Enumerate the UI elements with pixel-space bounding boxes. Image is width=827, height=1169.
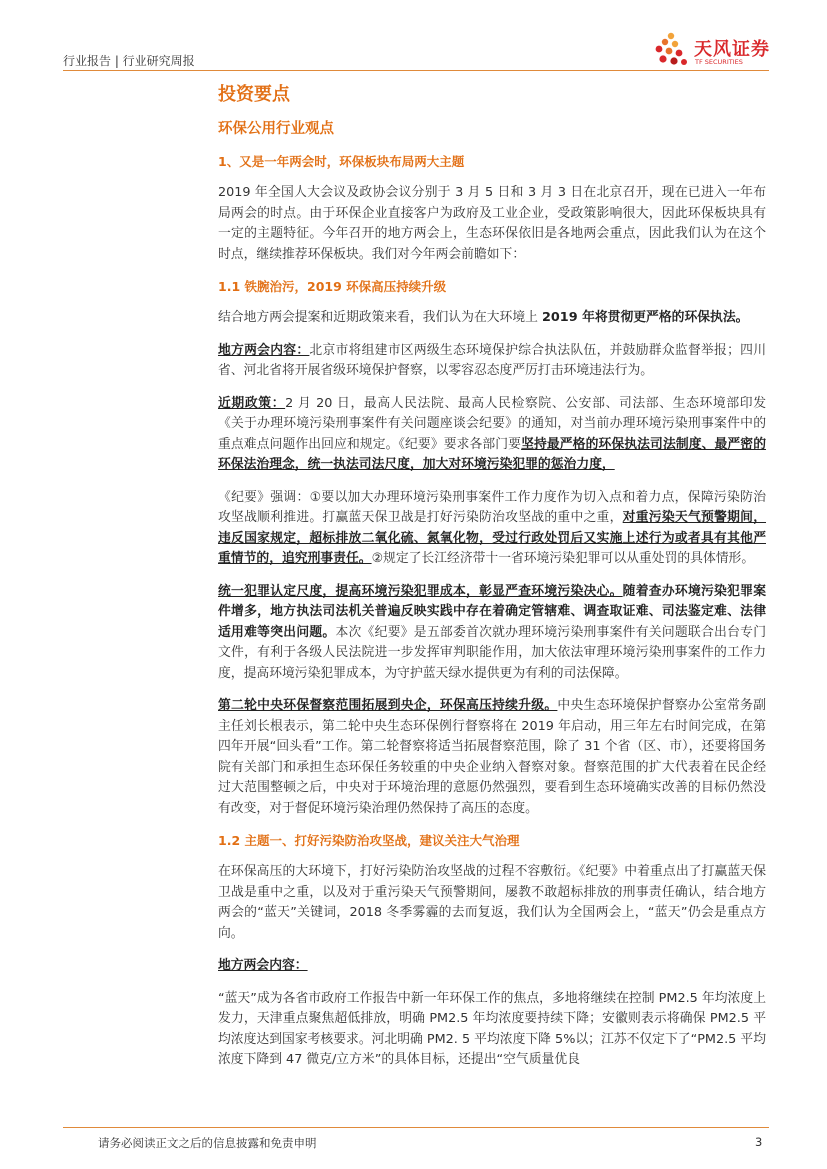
subsection-1-2-title: 1.2 主题一、打好污染防治攻坚战，建议关注大气治理 [218,833,520,848]
paragraph-inspection [218,696,766,819]
label-local-meetings-2: 地方两会内容： [218,958,308,973]
disclaimer-footer: 请务必阅读正文之后的信息披露和免责申明 [98,1136,317,1150]
text-bold: 2019 年将贯彻更严格的环保执法。 [542,310,749,325]
paragraph-view [218,308,766,329]
paragraph-local-label [218,956,766,977]
paragraph-summary [218,488,766,570]
text: 本次《纪要》是五部委首次就办理环境污染刑事案件有关问题联合出台专门文件，有利于各级人民法院进一步发挥审判职能作用，加大依法审理环境污染刑事案件的工作力度，提高环境污染犯罪成本，为守护蓝天绿水提供更为有利的司法保障。 [218,624,767,681]
text: 《纪要》强调：①要以加大办理环境污染刑事案件工作力度作为切入点和着力点，保障污染防治攻坚战顺利推进。打赢蓝天保卫战是打好污染防治攻坚战的重中之重， [218,489,766,525]
page-title: 投资要点 [218,84,290,105]
subsection-1-title: 1、又是一年两会时，环保板块布局两大主题 [218,154,465,169]
footer-divider [63,1127,769,1128]
logo-text-cn: 天风证券 [694,39,770,60]
paragraph-unify [218,582,766,685]
text-bold: 随着查办环境污染犯罪案件增多，地方执法司法机关普遍反映实践中存在着确定管辖难、调查取证难、司法鉴定难、法律适用难等突出问题。 [218,583,767,640]
text-emphasis: 统一犯罪认定尺度，提高环境污染犯罪成本，彰显严查环境污染决心。 [218,583,623,599]
main-content [218,80,766,1071]
text: 2 月 20 日，最高人民法院、最高人民检察院、公安部、司法部、生态环境部印发《关于办理环境污染刑事案件有关问题座谈会纪要》的通知，对当前办理环境污染刑事案件中的重点难点问题作出回应和规定。《纪要》要求各部门要 [218,395,766,452]
paragraph-recent-policy [218,394,766,476]
subsection-1-1-title: 1.1 铁腕治污，2019 环保高压持续升级 [218,279,447,294]
label-recent-policy: 近期政策： [218,395,286,411]
logo-mark-icon [649,30,693,72]
header-divider [63,70,769,71]
text-emphasis: 坚持最严格的环保执法司法制度、最严密的环保法治理念，统一执法司法尺度，加大对环境污染犯罪的惩治力度， [218,436,767,472]
report-type-label: 行业报告 | 行业研究周报 [63,54,195,68]
paragraph-local-meetings [218,341,766,382]
text-emphasis: 对重污染天气预警期间，违反国家规定，超标排放二氧化硫、氮氧化物，受过行政处罚后又实施上述行为或者具有其他严重情节的，追究刑事责任。 [218,510,767,566]
logo-text-en: TF SECURITIES [695,58,743,66]
paragraph-theme: 在环保高压的大环境下，打好污染防治攻坚战的过程不容敷衍。《纪要》中着重点出了打赢蓝天保卫战是重中之重，以及对于重污染天气预警期间，屡教不敢超标排放的刑事责任确认，结合地方两会的“蓝天”关键词，2018 冬季雾霾的去而复返，我们认为全国两会上，“蓝天”仍会是重点方向。 [218,864,766,941]
text: 结合地方两会提案和近期政策来看，我们认为在大环境上 [218,310,542,325]
text: 中央生态环境保护督察办公室常务副主任刘长根表示，第二轮中央生态环保例行督察将在 2019 年启动，用三年左右时间完成，在第四年开展“回头看”工作。第二轮督察将适当拓展督察范围，除了 31 个省（区、市），还要将国务院有关部门和承担生态环保任务较重的中央企业纳入督察对象。督察范围的扩大代表着在民企经过大范围整顿之后，中央对于环境治理的意愿仍然强烈，要看到生态环境确实改善的目标仍然没有改变，对于督促环境污染治理仍然保持了高压的态度。 [218,698,767,816]
section-title: 环保公用行业观点 [218,121,334,137]
paragraph-blue-sky: “蓝天”成为各省市政府工作报告中新一年环保工作的焦点，多地将继续在控制 PM2.5 年均浓度上发力，天津重点聚焦超低排放，明确 PM2.5 年均浓度要持续下降；安徽则表示将确保 PM2.5 平均浓度达到国家考核要求。河北明确 PM2. 5 平均浓度下降 5%以；江苏不仅定下了“PM2.5 平均浓度下降到 47 微克/立方米”的具体目标，还提出“空气质量优良 [218,990,766,1067]
text-emphasis: 第二轮中央环保督察范围拓展到央企，环保高压持续升级。 [218,698,558,713]
page-number: 3 [755,1135,763,1149]
text: ②规定了长江经济带十一省环境污染犯罪可以从重处罚的具体情形。 [371,551,755,566]
paragraph-intro: 2019 年全国人大会议及政协会议分别于 3 月 5 日和 3 月 3 日在北京召开，现在已进入一年布局两会的时点。由于环保企业直接客户为政府及工业企业，受政策影响很大，因此环保板块具有一定的主题特征。今年召开的地方两会上，生态环保依旧是各地两会重点，因此我们认为在这个时点，继续推荐环保板块。我们对今年两会前瞻如下： [218,185,766,262]
tf-securities-logo [649,30,769,72]
text: 北京市将组建市区两级生态环境保护综合执法队伍，并鼓励群众监督举报；四川省、河北省将开展省级环境保护督察，以零容忍态度严厉打击环境违法行为。 [218,342,767,378]
label-local-meetings: 地方两会内容： [218,342,310,358]
